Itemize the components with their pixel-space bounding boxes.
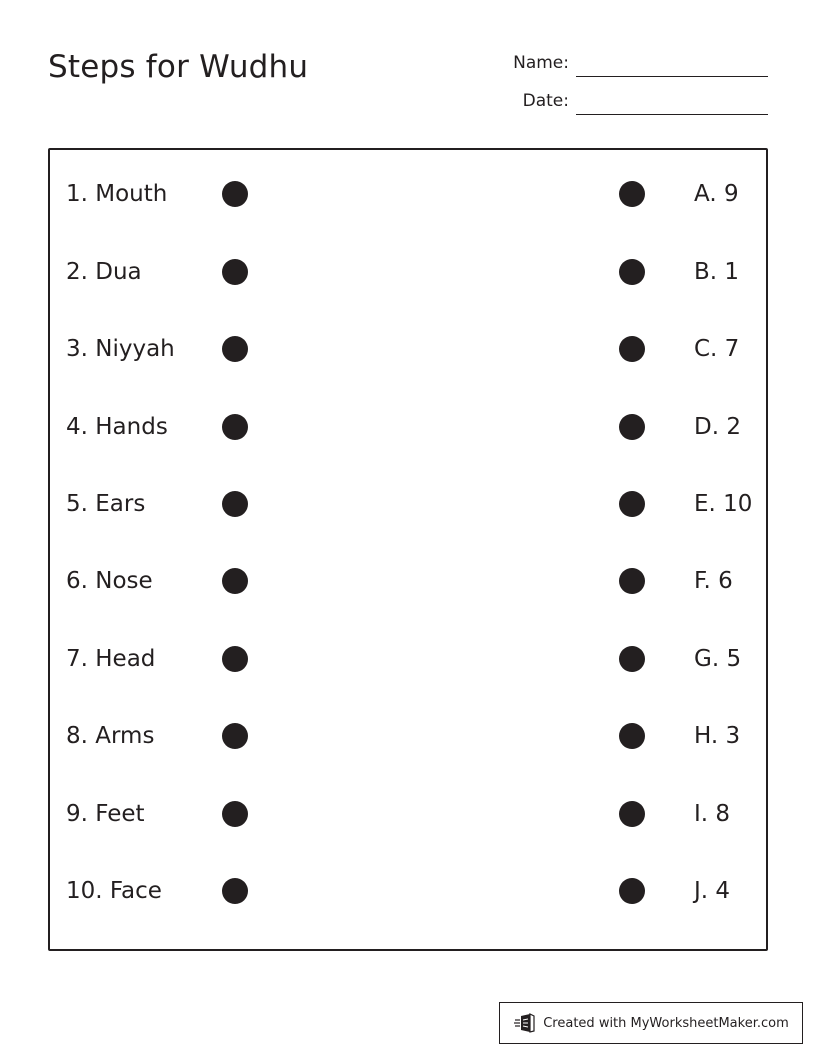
term-label: 5. Ears xyxy=(66,491,146,517)
matching-row-10 xyxy=(48,871,768,911)
match-label: B. 1 xyxy=(694,259,740,285)
right-connector-dot[interactable] xyxy=(619,259,645,285)
right-connector-dot[interactable] xyxy=(619,181,645,207)
worksheet-maker-logo-icon xyxy=(513,1011,537,1035)
worksheet-title: Steps for Wudhu xyxy=(48,49,309,85)
match-label: I. 8 xyxy=(694,801,731,827)
left-connector-dot[interactable] xyxy=(222,723,248,749)
matching-row-1 xyxy=(48,174,768,214)
left-connector-dot[interactable] xyxy=(222,568,248,594)
term-label: 10. Face xyxy=(66,878,162,904)
right-connector-dot[interactable] xyxy=(619,568,645,594)
matching-row-9 xyxy=(48,794,768,834)
left-connector-dot[interactable] xyxy=(222,181,248,207)
matching-row-5 xyxy=(48,484,768,524)
right-connector-dot[interactable] xyxy=(619,336,645,362)
term-label: 1. Mouth xyxy=(66,181,168,207)
name-label: Name: xyxy=(513,53,569,73)
match-label: C. 7 xyxy=(694,336,740,362)
right-connector-dot[interactable] xyxy=(619,878,645,904)
match-label: D. 2 xyxy=(694,414,741,440)
term-label: 6. Nose xyxy=(66,568,153,594)
match-label: J. 4 xyxy=(694,878,731,904)
match-label: H. 3 xyxy=(694,723,741,749)
left-connector-dot[interactable] xyxy=(222,414,248,440)
term-label: 4. Hands xyxy=(66,414,168,440)
created-with-badge[interactable] xyxy=(499,1002,803,1044)
matching-row-4 xyxy=(48,407,768,447)
term-label: 9. Feet xyxy=(66,801,145,827)
match-label: F. 6 xyxy=(694,568,733,594)
left-connector-dot[interactable] xyxy=(222,801,248,827)
footer-text: Created with MyWorksheetMaker.com xyxy=(543,1015,789,1031)
left-connector-dot[interactable] xyxy=(222,646,248,672)
matching-row-8 xyxy=(48,716,768,756)
left-connector-dot[interactable] xyxy=(222,259,248,285)
term-label: 8. Arms xyxy=(66,723,155,749)
matching-row-7 xyxy=(48,639,768,679)
matching-row-3 xyxy=(48,329,768,369)
term-label: 7. Head xyxy=(66,646,156,672)
match-label: G. 5 xyxy=(694,646,742,672)
match-label: E. 10 xyxy=(694,491,753,517)
left-connector-dot[interactable] xyxy=(222,878,248,904)
matching-row-6 xyxy=(48,561,768,601)
right-connector-dot[interactable] xyxy=(619,801,645,827)
right-connector-dot[interactable] xyxy=(619,491,645,517)
matching-row-2 xyxy=(48,252,768,292)
right-connector-dot[interactable] xyxy=(619,414,645,440)
date-label: Date: xyxy=(522,91,569,111)
term-label: 2. Dua xyxy=(66,259,142,285)
term-label: 3. Niyyah xyxy=(66,336,175,362)
left-connector-dot[interactable] xyxy=(222,491,248,517)
left-connector-dot[interactable] xyxy=(222,336,248,362)
right-connector-dot[interactable] xyxy=(619,646,645,672)
right-connector-dot[interactable] xyxy=(619,723,645,749)
match-label: A. 9 xyxy=(694,181,739,207)
